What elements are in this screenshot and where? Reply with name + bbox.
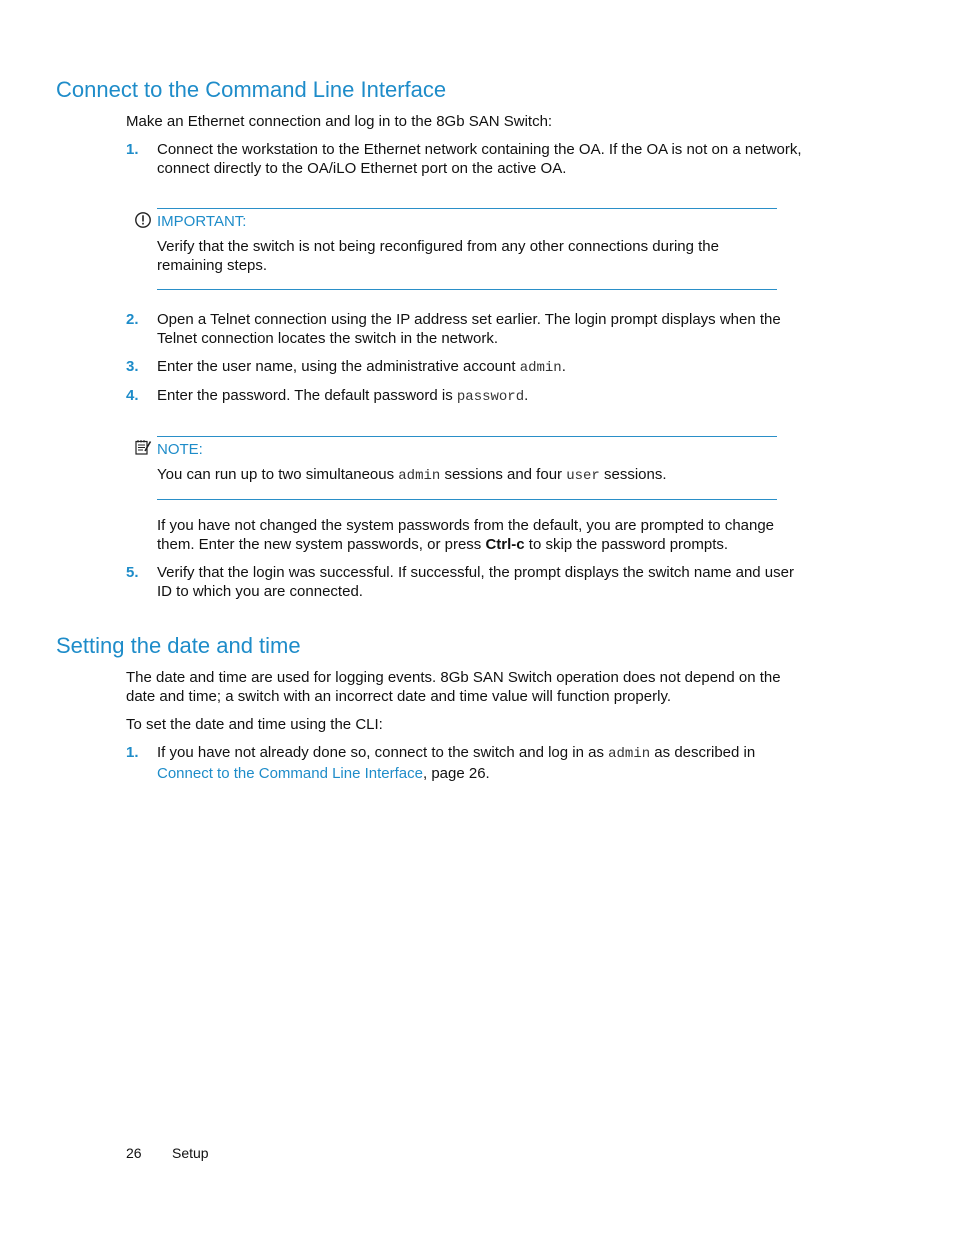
key-ctrl-c: Ctrl-c <box>485 536 525 553</box>
intro-paragraph: Make an Ethernet connection and log in to the 8Gb SAN Switch: <box>126 113 553 130</box>
step-number: 1. <box>126 744 139 761</box>
note-label: NOTE: <box>157 441 203 458</box>
cross-reference-link[interactable]: Connect to the Command Line Interface <box>157 765 423 782</box>
step-text: If you have not already done so, connect to the switch and log in as admin as described in Connect to the Command Line Interface, page 26. <box>157 744 756 782</box>
code-password: password <box>456 389 525 405</box>
important-bottom-rule <box>157 289 777 290</box>
code-admin: admin <box>608 746 651 762</box>
note-bottom-rule <box>157 499 777 500</box>
important-text: Verify that the switch is not being reconfigured from any other connections during the remaining steps. <box>157 238 719 274</box>
step-number: 4. <box>126 387 139 404</box>
step-text: Open a Telnet connection using the IP address set earlier. The login prompt displays when the Telnet connection locates the switch in the network. <box>157 311 781 347</box>
footer-section-name: Setup <box>172 1145 209 1161</box>
section-heading-connect-cli: Connect to the Command Line Interface <box>56 77 447 102</box>
code-admin: admin <box>519 360 562 376</box>
note-top-rule <box>157 436 777 437</box>
cli-intro-paragraph: To set the date and time using the CLI: <box>126 716 383 733</box>
step-text: Enter the user name, using the administrative account admin. <box>157 358 566 376</box>
step-number: 5. <box>126 564 139 581</box>
step-number: 3. <box>126 358 139 375</box>
code-user: user <box>566 468 600 484</box>
code-admin: admin <box>398 468 441 484</box>
important-top-rule <box>157 208 777 209</box>
step-text: Enter the password. The default password is password. <box>157 387 529 405</box>
exclamation-circle-icon <box>134 211 152 229</box>
step-number: 2. <box>126 311 139 328</box>
important-label: IMPORTANT: <box>157 213 247 230</box>
step-number: 1. <box>126 141 139 158</box>
note-text: You can run up to two simultaneous admin sessions and four user sessions. <box>157 466 667 484</box>
step-text: Connect the workstation to the Ethernet network containing the OA. If the OA is not on a network, connect directly to the OA/iLO Ethernet port on the active OA. <box>157 141 802 177</box>
page-number: 26 <box>126 1145 142 1161</box>
note-pad-icon <box>134 438 152 456</box>
password-change-paragraph: If you have not changed the system passwords from the default, you are prompted to change them. Enter the new system passwords, or press Ctrl-c to skip the password prompts. <box>157 517 775 553</box>
step-text: Verify that the login was successful. If successful, the prompt displays the switch name and user ID to which you are connected. <box>157 564 794 600</box>
section-heading-date-time: Setting the date and time <box>56 633 301 658</box>
date-time-paragraph: The date and time are used for logging events. 8Gb SAN Switch operation does not depend on the date and time; a switch with an incorrect date and time value will function properly. <box>126 669 781 705</box>
